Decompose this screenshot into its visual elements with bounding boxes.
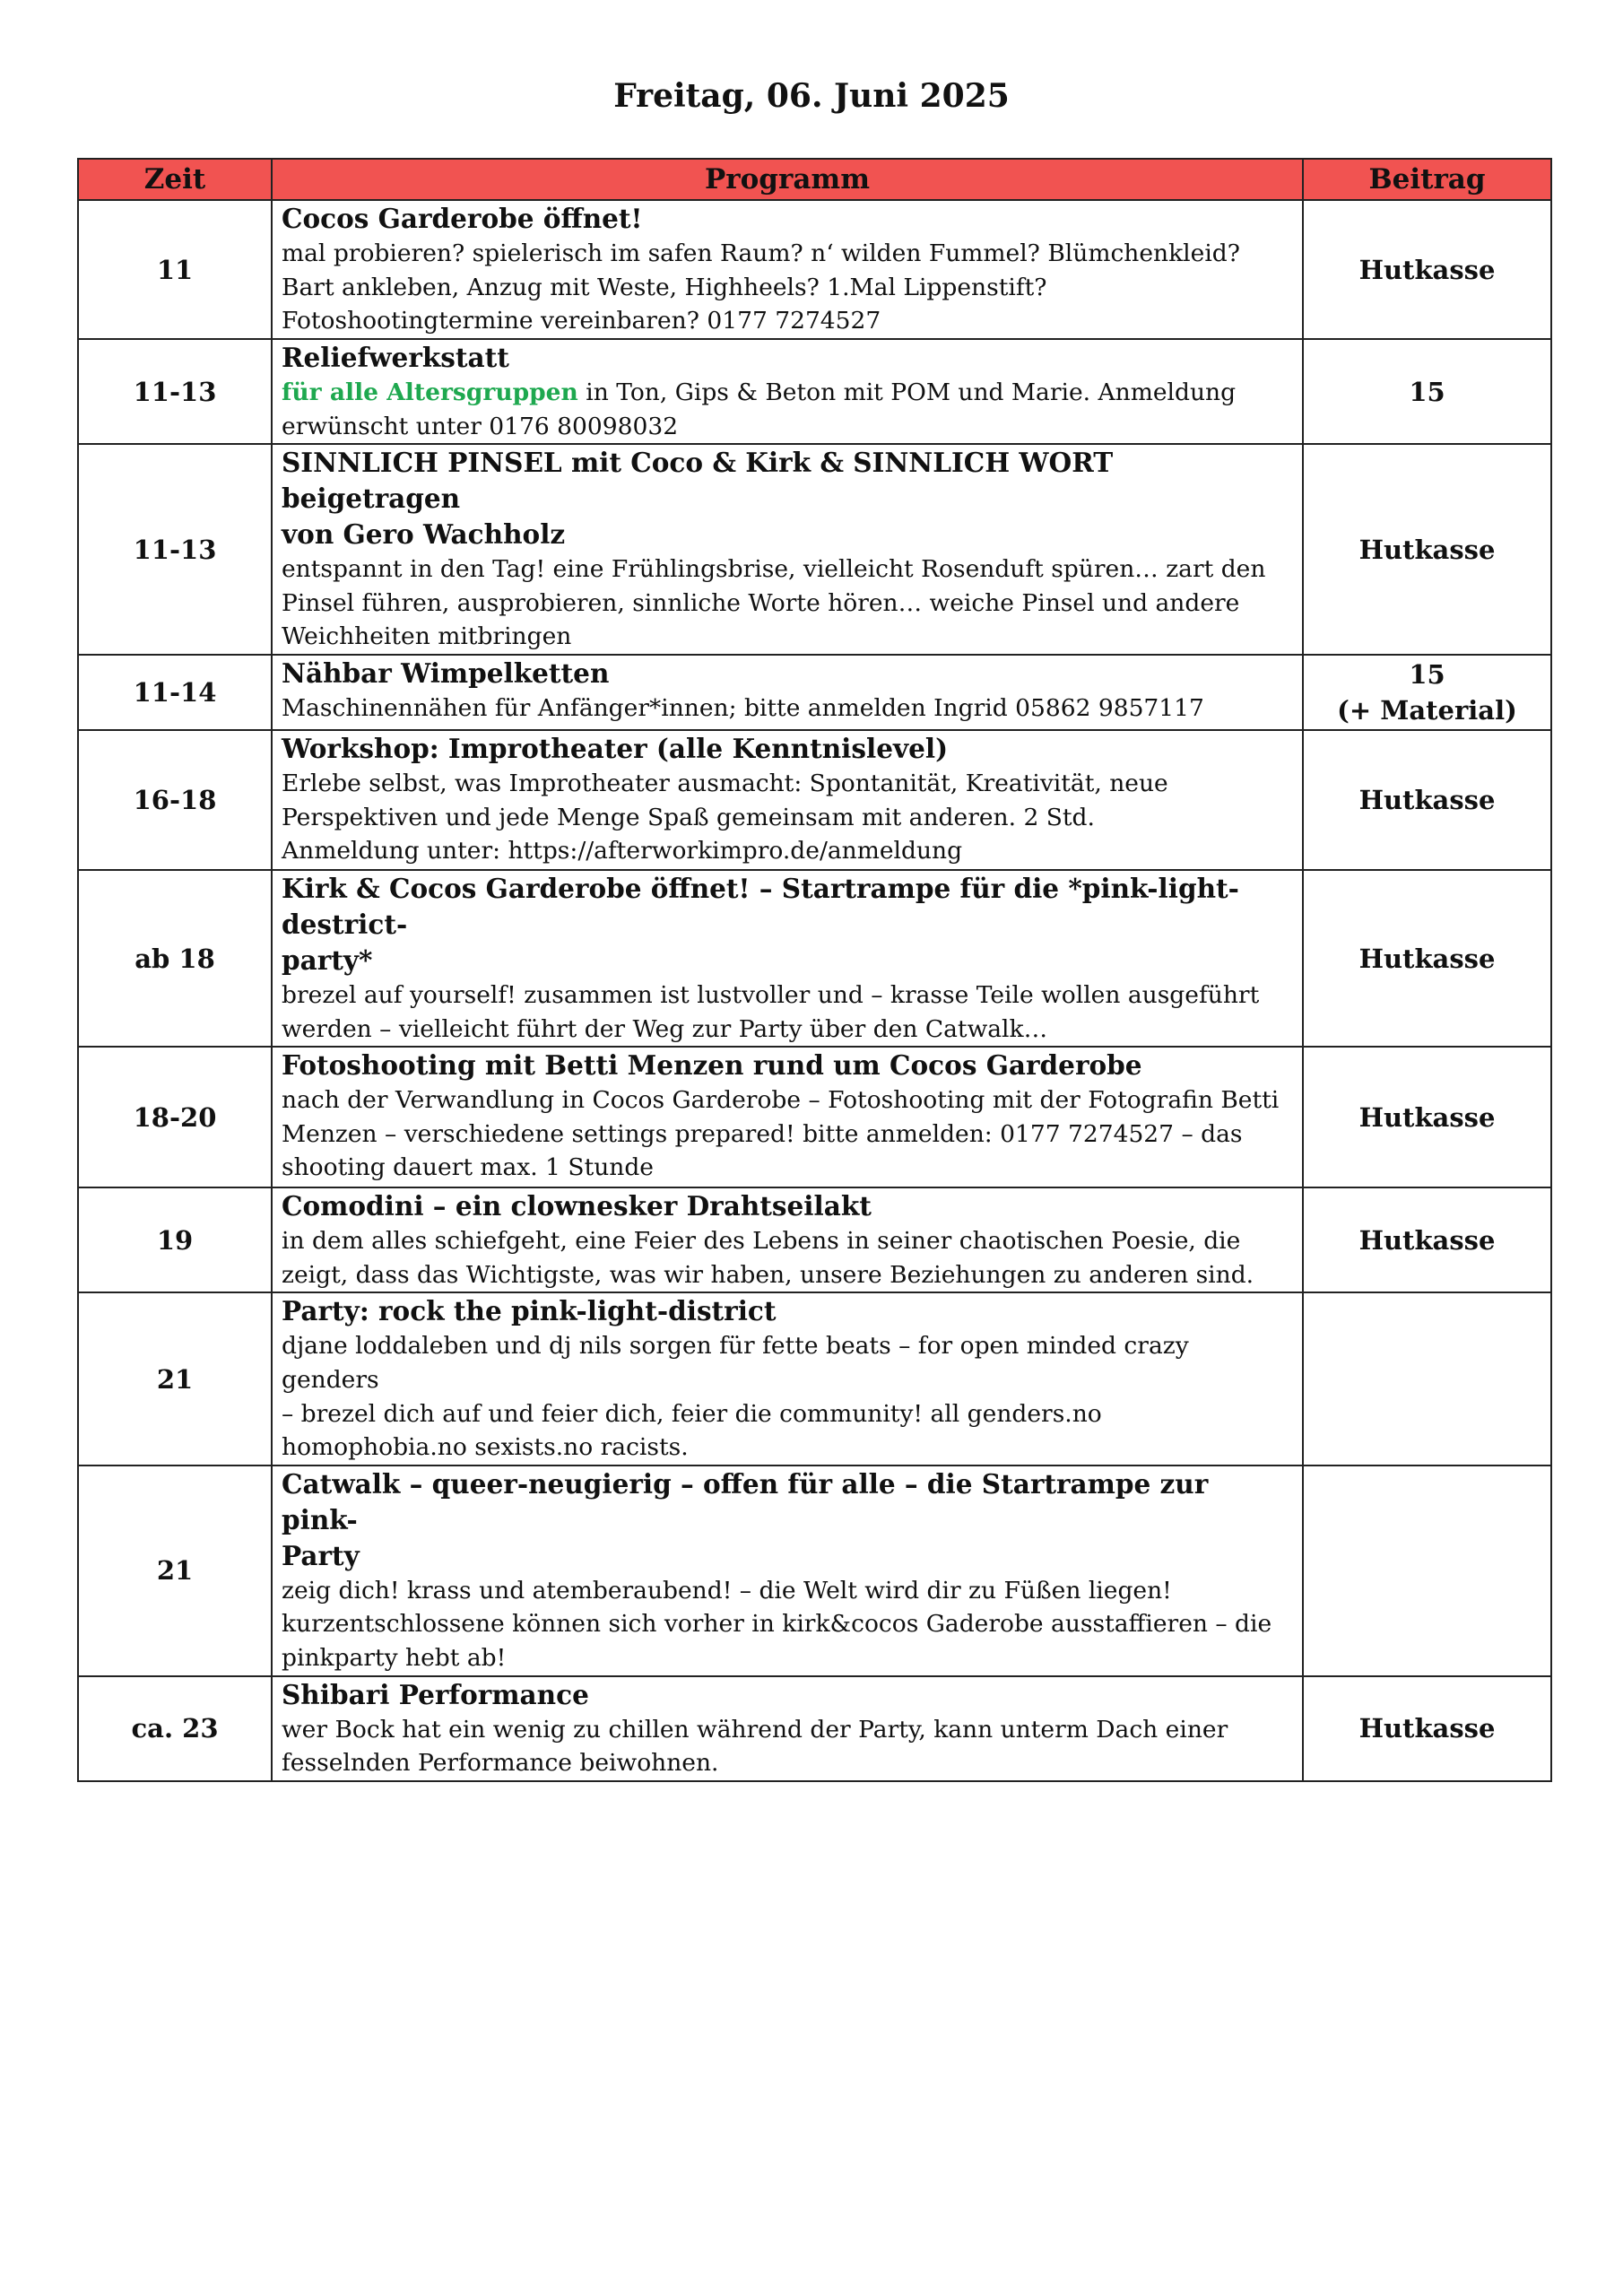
event-desc-line: shooting dauert max. 1 Stunde [282,1153,654,1182]
event-title: Workshop: Improtheater (alle Kenntnislevel) [282,732,949,764]
event-desc-line: Weichheiten mitbringen [282,622,572,651]
row-fee [1303,655,1551,730]
event-title: Shibari Performance [282,1678,589,1710]
event-desc-line: zeigt, dass das Wichtigste, was wir haben, unsere Beziehungen zu anderen sind. [282,1260,1254,1289]
event-title-line: SINNLICH PINSEL mit Coco & Kirk & SINNLICH WORT beigetragen [282,447,1114,515]
table-row [78,1676,1551,1781]
table-row [78,730,1551,870]
event-title-line: von Gero Wachholz [282,518,566,551]
row-program [272,339,1303,444]
event-desc-line: pinkparty hebt ab! [282,1643,507,1672]
row-program [272,1292,1303,1465]
event-title: Reliefwerkstatt [282,342,509,373]
fee-line: (+ Material) [1337,694,1517,726]
event-desc-line: Menzen – verschiedene settings prepared! bitte anmelden: 0177 7274527 – das [282,1119,1243,1148]
event-desc-line: Pinsel führen, ausprobieren, sinnliche Worte hören… weiche Pinsel und andere [282,588,1240,617]
row-program [272,1047,1303,1187]
row-program [272,1465,1303,1676]
event-desc-line: Fotoshootingtermine vereinbaren? 0177 7274527 [282,307,881,335]
row-program [272,1187,1303,1292]
event-desc-line: djane loddaleben und dj nils sorgen für fette beats – for open minded crazy genders [282,1332,1189,1394]
event-title-line: party* [282,944,373,976]
event-desc-line: homophobia.no sexists.no racists. [282,1433,689,1462]
row-fee: Hutkasse [1303,1047,1551,1187]
row-time: 19 [78,1187,272,1292]
event-desc-line: fesselnden Performance beiwohnen. [282,1749,719,1778]
row-fee: 15 [1303,339,1551,444]
header-fee: Beitrag [1303,159,1551,200]
event-desc-text: in Ton, Gips & Beton mit POM und Marie. Anmeldung [577,378,1237,406]
event-desc-line: in dem alles schiefgeht, eine Feier des Lebens in seiner chaotischen Poesie, die [282,1227,1241,1256]
header-row [78,159,1551,200]
row-program [272,200,1303,339]
page-title: Freitag, 06. Juni 2025 [613,77,1010,115]
event-desc-line: brezel auf yourself! zusammen ist lustvoller und – krasse Teile wollen ausgeführt [282,980,1260,1009]
event-desc-line: Maschinennähen für Anfänger*innen; bitte anmelden Ingrid 05862 9857117 [282,693,1204,722]
event-desc-line: kurzentschlossene können sich vorher in kirk&cocos Gaderobe ausstaffieren – die [282,1610,1272,1639]
row-fee [1303,1465,1551,1676]
row-time: ca. 23 [78,1676,272,1781]
event-title: Cocos Garderobe öffnet! [282,203,643,234]
event-title: Fotoshooting mit Betti Menzen rund um Cocos Garderobe [282,1049,1142,1082]
event-title-line: Kirk & Cocos Garderobe öffnet! – Startrampe für die *pink-light-destrict- [282,872,1239,940]
event-desc-line: werden – vielleicht führt der Weg zur Party über den Catwalk… [282,1014,1048,1043]
row-program [272,444,1303,655]
event-title-line: Party [282,1539,360,1571]
row-time: 21 [78,1292,272,1465]
row-time: 11-14 [78,655,272,730]
table-row [78,870,1551,1047]
event-desc-line: Anmeldung unter: https://afterworkimpro.de/anmeldung [282,837,963,865]
event-desc-line: – brezel dich auf und feier dich, feier die community! all genders.no [282,1399,1102,1428]
event-desc-line: mal probieren? spielerisch im safen Raum? n‘ wilden Fummel? Blümchenkleid? [282,239,1240,267]
event-desc-line: Perspektiven und jede Menge Spaß gemeinsam mit anderen. 2 Std. [282,803,1095,831]
table-row [78,339,1551,444]
table-row [78,200,1551,339]
event-desc-line: entspannt in den Tag! eine Frühlingsbrise, vielleicht Rosenduft spüren… zart den [282,555,1266,584]
header-program: Programm [272,159,1303,200]
row-fee: Hutkasse [1303,870,1551,1047]
row-fee: Hutkasse [1303,200,1551,339]
event-desc-line: Erlebe selbst, was Improtheater ausmacht: Spontanität, Kreativität, neue [282,769,1168,797]
row-time: 11-13 [78,444,272,655]
table-row [78,1187,1551,1292]
event-title: Nähbar Wimpelketten [282,657,610,689]
header-time: Zeit [78,159,272,200]
event-title: Party: rock the pink-light-district [282,1295,777,1327]
event-title: Comodini – ein clownesker Drahtseilakt [282,1190,872,1222]
row-fee: Hutkasse [1303,1187,1551,1292]
row-time: 16-18 [78,730,272,870]
table-row [78,1465,1551,1676]
row-program [272,870,1303,1047]
event-desc-line [282,376,1293,410]
row-time: 18-20 [78,1047,272,1187]
table-row [78,1292,1551,1465]
row-fee: Hutkasse [1303,730,1551,870]
event-desc-line: wer Bock hat ein wenig zu chillen während der Party, kann unterm Dach einer [282,1715,1228,1744]
event-desc-line: erwünscht unter 0176 80098032 [282,412,679,440]
age-group-highlight: für alle Altersgruppen [282,378,578,406]
event-desc-line: Bart ankleben, Anzug mit Weste, Highheels? 1.Mal Lippenstift? [282,273,1047,301]
table-row [78,1047,1551,1187]
row-fee [1303,1292,1551,1465]
row-fee: Hutkasse [1303,444,1551,655]
row-program [272,730,1303,870]
row-time: 11 [78,200,272,339]
row-program [272,1676,1303,1781]
event-title-line: Catwalk – queer-neugierig – offen für alle – die Startrampe zur pink- [282,1467,1209,1535]
event-desc-line: nach der Verwandlung in Cocos Garderobe – Fotoshooting mit der Fotografin Betti [282,1086,1280,1115]
row-fee: Hutkasse [1303,1676,1551,1781]
table-row [78,655,1551,730]
row-time: ab 18 [78,870,272,1047]
event-desc-line: zeig dich! krass und atemberaubend! – die Welt wird dir zu Füßen liegen! [282,1576,1172,1605]
schedule-table [77,158,1552,1782]
fee-line: 15 [1409,658,1445,690]
row-time: 11-13 [78,339,272,444]
table-row [78,444,1551,655]
row-time: 21 [78,1465,272,1676]
row-program [272,655,1303,730]
